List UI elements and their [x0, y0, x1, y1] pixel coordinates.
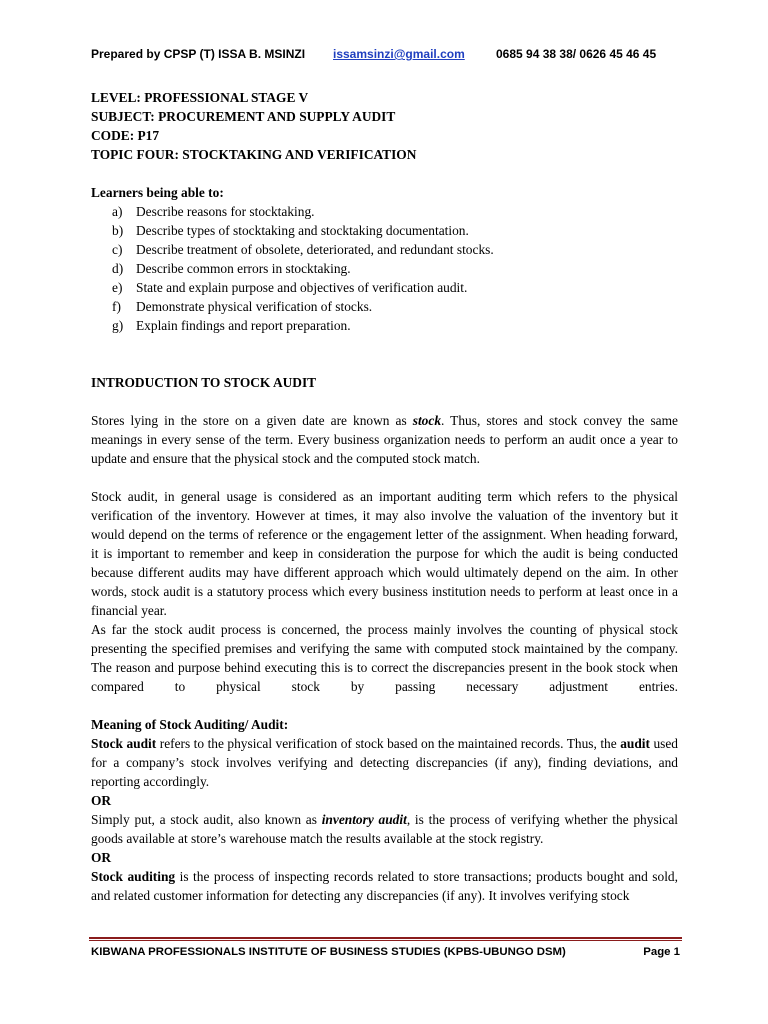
intro-paragraph-1: Stores lying in the store on a given date are known as stock. Thus, stores and stock convey the same meanings in every sense of the term. Every business organization needs to perform an audit once a year to update and ensure that the physical stock and the computed stock match.: [91, 413, 678, 466]
subject-line: SUBJECT: PROCUREMENT AND SUPPLY AUDIT: [91, 109, 396, 124]
title-block: [91, 88, 678, 164]
meaning-heading: Meaning of Stock Auditing/ Audit:: [91, 717, 289, 732]
email-link[interactable]: issamsinzi@gmail.com: [333, 47, 465, 61]
footer-rule-thin: [89, 940, 682, 941]
objectives-heading: Learners being able to:: [91, 185, 224, 200]
intro-heading: INTRODUCTION TO STOCK AUDIT: [91, 375, 317, 390]
list-item: f) Demonstrate physical verification of stocks.: [112, 299, 373, 314]
page-number: Page 1: [643, 946, 680, 958]
intro-paragraph-2: Stock audit, in general usage is considered as an important auditing term which refers to the physical verification of the inventory. However at times, it may also involve the valuation of the inventory but it would depend on the terms of reference or the engagement letter of the assignment. When heading forward, it is important to remember and keep in consideration the purpose for which the audit is being conducted because different audits may have different approach which would ultimately depend on the aim. In other words, stock audit is a statutory process which every business institution needs to perform at least once in a financial year.: [91, 489, 678, 618]
list-item: b) Describe types of stocktaking and stocktaking documentation.: [112, 223, 469, 238]
definition-3: Stock auditing is the process of inspecting records related to store transactions; products bought and sold, and related customer information for detecting any discrepancies (if any). It involves verifying stock: [91, 869, 678, 903]
list-item: c) Describe treatment of obsolete, deteriorated, and redundant stocks.: [112, 242, 494, 257]
topic-line: TOPIC FOUR: STOCKTAKING AND VERIFICATION: [91, 147, 417, 162]
definition-2: Simply put, a stock audit, also known as inventory audit, is the process of verifying whether the physical goods available at store’s warehouse match the results available at the stock registry.: [91, 812, 678, 846]
list-item: e) State and explain purpose and objectives of verification audit.: [112, 280, 468, 295]
definition-1: Stock audit refers to the physical verification of stock based on the maintained records. Thus, the audit used for a company’s stock involves verifying and detecting discrepancies (if any), finding deviations, and reporting accordingly.: [91, 736, 678, 789]
list-item: g) Explain findings and report preparation.: [112, 318, 351, 333]
phone-numbers: 0685 94 38 38/ 0626 45 46 45: [496, 47, 657, 61]
document-body: [91, 88, 678, 905]
objectives-list: [91, 202, 678, 335]
footer-rule: [89, 937, 682, 939]
list-item: a) Describe reasons for stocktaking.: [112, 204, 315, 219]
intro-paragraph-3: As far the stock audit process is concerned, the process mainly involves the counting of physical stock presenting the specified premises and verifying the same with computed stock maintained by the company. The reason and purpose behind executing this is to correct the discrepancies present in the book stock when compared to physical stock by passing necessary adjustment entries.: [91, 622, 678, 694]
or-separator: OR: [91, 850, 112, 865]
level-line: LEVEL: PROFESSIONAL STAGE V: [91, 90, 309, 105]
or-separator: OR: [91, 793, 112, 808]
list-item: d) Describe common errors in stocktaking.: [112, 261, 351, 276]
institute-name: KIBWANA PROFESSIONALS INSTITUTE OF BUSINESS STUDIES (KPBS-UBUNGO DSM): [91, 946, 566, 958]
prepared-by: Prepared by CPSP (T) ISSA B. MSINZI: [91, 47, 306, 61]
code-line: CODE: P17: [91, 128, 160, 143]
